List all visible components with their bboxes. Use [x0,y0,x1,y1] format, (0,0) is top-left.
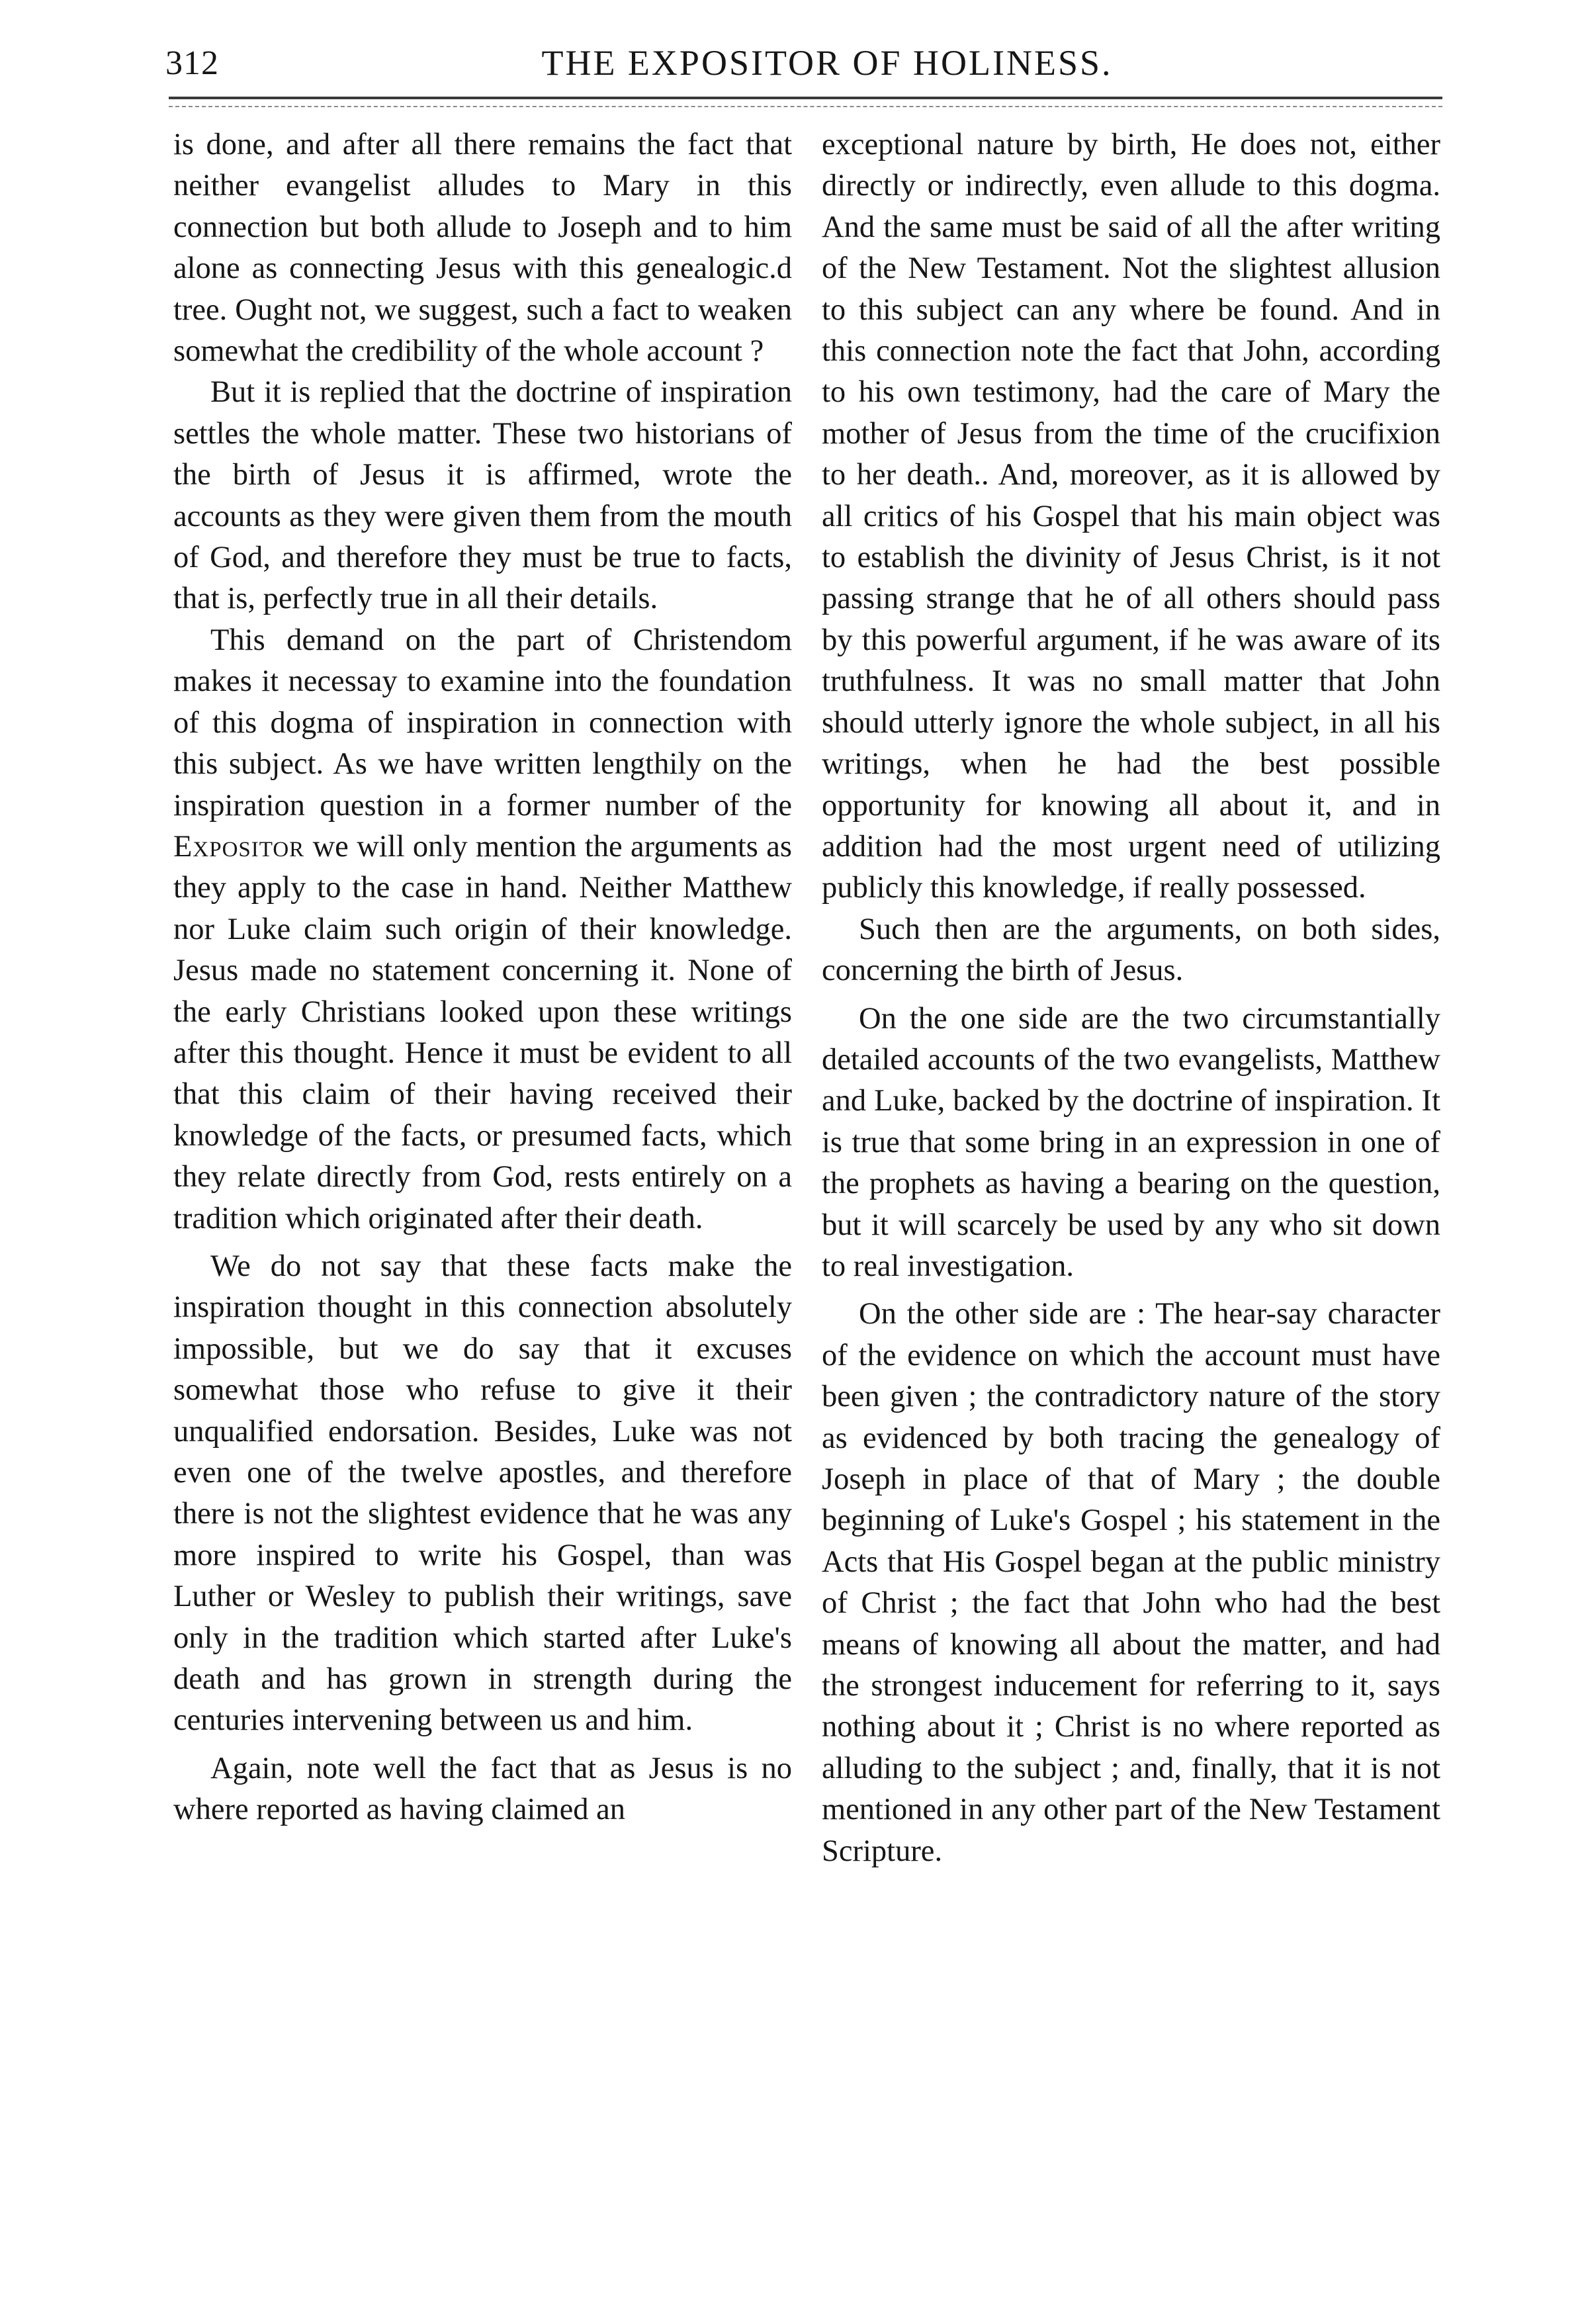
page-header [165,38,1442,91]
left-column [173,124,792,1831]
journal-name: Expositor [173,829,305,864]
header-rule-dashed [169,106,1442,107]
right-column [822,124,1440,1872]
page-number: 312 [165,44,219,82]
header-rule [169,97,1442,99]
paragraph: Again, note well the fact that as Jesus is no where reported as having claimed an [173,1751,792,1827]
running-title: THE EXPOSITOR OF HOLINESS. [541,43,1113,83]
paragraph: We do not say that these facts make the inspiration thought in this connection absolutely impossible, but we do say that it excuses somewhat those who refuse to give it their unqualified endorsation. Besides, Luke was not even one of the twelve apostles, and therefore there is not the slightest evidence that he was any more inspired to write his Gospel, than was Luther or Wesley to publish their writings, save only in the tradition which started after Luke's death and has grown in strength during the centuries intervening between us and him. [173,1249,792,1738]
text-run: we will only mention the arguments as they apply to the case in hand. Neither Matthew nor Luke claim such origin of their knowledge. Jesus made no statement concerning it. None of the early Christians looked upon these writings after this thought. Hence it must be evident to all that this claim of their having received their knowledge of the facts, or presumed facts, which they relate directly from God, rests entirely on a tradition which originated after their death. [173,829,792,1235]
paragraph: On the other side are : The hear-say character of the evidence on which the account must have been given ; the contradictory nature of the story as evidenced by both tracing the genealogy of Joseph in place of that of Mary ; the double beginning of Luke's Gospel ; his statement in the Acts that His Gospel began at the public ministry of Christ ; the fact that John who had the best means of knowing all about the matter, and had the strongest inducement for referring to it, says nothing about it ; Christ is no where reported as alluding to the subject ; and, finally, that it is not mentioned in any other part of the New Testament Scripture. [822,1297,1440,1868]
paragraph: But it is replied that the doctrine of inspiration settles the whole matter. These two historians of the birth of Jesus it is affirmed, wrote the accounts as they were given them from the mouth of God, and therefore they must be true to facts, that is, perfectly true in all their details. [173,375,792,616]
paragraph: is done, and after all there remains the fact that neither evangelist alludes to Mary in this connection but both allude to Joseph and to him alone as connecting Jesus with this genealogic.d tree. Ought not, we suggest, such a fact to weaken somewhat the credibility of the whole account ? [173,128,792,369]
paragraph: exceptional nature by birth, He does not, either directly or indirectly, even allude to this dogma. And the same must be said of all the after writing of the New Testament. Not the slightest allusion to this subject can any where be found. And in this connection note the fact that John, according to his own testimony, had the care of Mary the mother of Jesus from the time of the crucifixion to her death.. And, moreover, as it is allowed by all critics of his Gospel that his main object was to establish the divinity of Jesus Christ, is it not passing strange that he of all others should pass by this powerful argument, if he was aware of its truthfulness. It was no small matter that John should utterly ignore the whole subject, in all his writings, when he had the best possible opportunity for knowing all about it, and in addition had the most urgent need of utilizing publicly this knowledge, if really possessed. [822,128,1440,905]
text-run: This demand on the part of Christendom makes it necessay to examine into the foundation of this dogma of inspiration in connection with this subject. As we have written lengthily on the inspiration question in a former number of the [173,623,792,823]
paragraph: On the one side are the two circumstantially detailed accounts of the two evangelists, Matthew and Luke, backed by the doctrine of inspiration. It is true that some bring in an expression in one of the prophets as having a bearing on the question, but it will scarcely be used by any who sit down to real investigation. [822,1001,1440,1283]
paragraph: Such then are the arguments, on both sides, concerning the birth of Jesus. [822,912,1440,988]
paragraph [173,620,792,1239]
